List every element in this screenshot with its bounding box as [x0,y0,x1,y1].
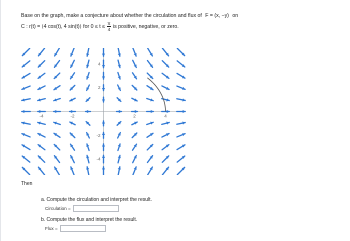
field-arrow-head [102,167,105,170]
y-tick-label: 4 [97,61,101,67]
field-arrow-head [102,132,105,135]
flux-answer-row [41,224,261,233]
circulation-input[interactable] [73,205,119,212]
fraction-denominator: 4 [107,26,111,32]
problem-line-1 [21,12,311,21]
x-tick-label: 2 [133,113,136,119]
field-arrow-head [54,110,57,113]
field-arrow-head [22,110,25,113]
field-arrow-head [102,155,105,158]
field-arrow-head [102,65,105,68]
field-arrow-head [167,110,170,113]
problem-text-on: on [232,13,239,19]
curve-definition: C : r(t) = ⟨4 cos(t), 4 sin(t)⟩ for 0 ≤ t ≤ [21,23,105,30]
x-tick-label: -2 [70,113,75,119]
vector-field-plot [21,48,186,175]
pi-over-4-fraction [107,21,110,32]
field-arrow-head [102,88,105,91]
y-tick-label: -2 [96,132,101,138]
field-arrow-head [86,110,89,113]
field-arrow-head [183,110,186,113]
fraction-numerator: π [107,20,111,26]
vector-field-graph [21,48,186,175]
problem-statement [21,12,311,32]
field-arrow-head [102,77,105,80]
curve-c [147,78,165,112]
circulation-answer-row [41,204,261,213]
y-tick-label: -4 [96,156,101,162]
then-label: Then [21,181,33,187]
field-arrow-head [102,99,105,102]
field-arrow-head [102,144,105,147]
field-arrow-head [135,110,138,113]
problem-line-2 [21,21,311,32]
field-arrow-head [151,110,154,113]
circulation-label: Circulation = [45,206,71,211]
x-tick-label: 4 [164,113,167,119]
field-arrow-head [119,110,122,113]
question-parts [41,196,261,236]
x-tick-label: -4 [39,113,44,119]
field-arrow-head [102,54,105,57]
part-a-prompt: a. Compute the circulation and interpret the result. [41,197,152,203]
y-tick-label: 2 [97,85,101,91]
problem-text-2: is positive, negative, or zero. [112,23,179,30]
flux-input[interactable] [60,225,106,232]
part-b-prompt: b. Compute the flux and interpret the result. [41,217,138,223]
flux-label: Flux = [45,226,58,231]
problem-text-1: Base on the graph, make a conjecture about whether the circulation and flux of [21,13,202,19]
field-arrow-head [102,121,105,124]
field-formula: F = (x, −y) [205,13,229,19]
